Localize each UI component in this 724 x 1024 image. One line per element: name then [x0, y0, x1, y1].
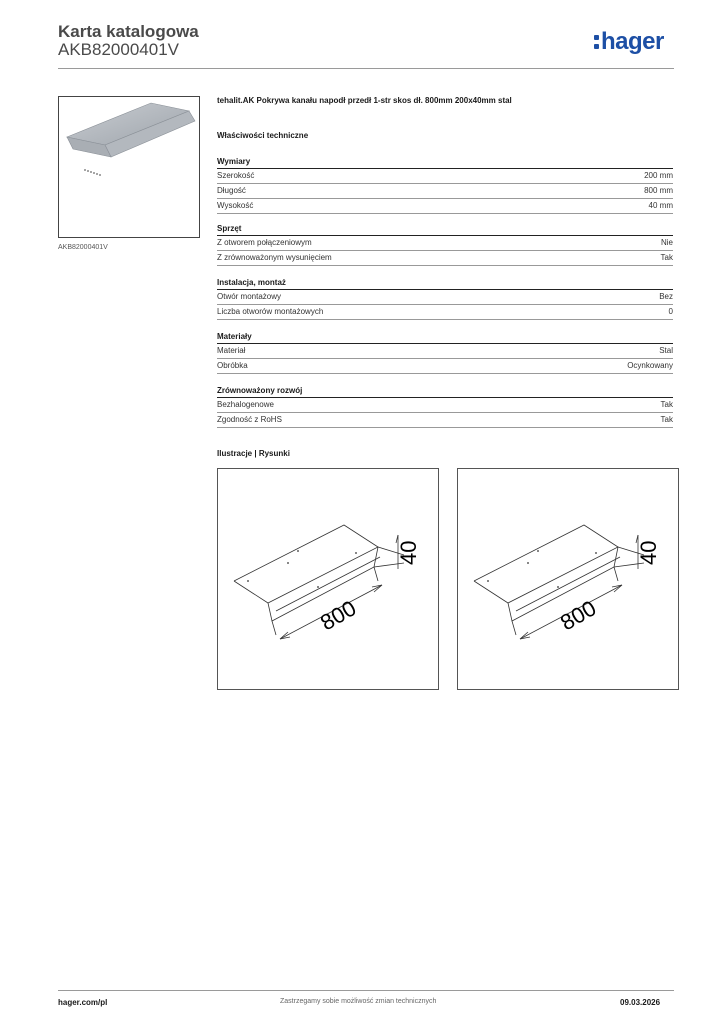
- table-row: [217, 236, 673, 251]
- section-equipment: [217, 222, 673, 266]
- property-value: Nie: [660, 238, 673, 247]
- logo-text: hager: [601, 28, 664, 55]
- property-label: Otwór montażowy: [217, 292, 282, 301]
- section-dimensions: [217, 155, 673, 214]
- properties-heading: Właściwości techniczne: [217, 131, 309, 140]
- product-code: AKB82000401V: [58, 40, 179, 59]
- property-value: 800 mm: [644, 186, 673, 195]
- table-row: [217, 305, 673, 320]
- property-value: Tak: [660, 415, 673, 424]
- table-row: [217, 344, 673, 359]
- dimension-length-label: 800: [316, 595, 361, 636]
- section-title: Materiały: [217, 330, 673, 344]
- table-row: [217, 169, 673, 184]
- document-title: Karta katalogowa: [58, 22, 199, 41]
- property-label: Długość: [217, 186, 246, 195]
- property-label: Liczba otworów montażowych: [217, 307, 324, 316]
- technical-drawing-1: [217, 468, 439, 690]
- technical-drawing-2: [457, 468, 679, 690]
- dimension-length-label: 800: [556, 595, 601, 636]
- dimension-height-label: 40: [396, 540, 421, 565]
- illustrations-heading: Ilustracje | Rysunki: [217, 449, 290, 458]
- header-divider: [58, 68, 674, 69]
- table-row: [217, 251, 673, 266]
- property-label: Wysokość: [217, 201, 254, 210]
- footer-website-link[interactable]: hager.com/pl: [58, 998, 108, 1007]
- property-value: Tak: [660, 253, 673, 262]
- section-sustainability: [217, 384, 673, 428]
- property-label: Obróbka: [217, 361, 248, 370]
- property-label: Materiał: [217, 346, 246, 355]
- hager-logo[interactable]: [594, 28, 664, 56]
- section-materials: [217, 330, 673, 374]
- property-label: Z zrównoważonym wysunięciem: [217, 253, 332, 262]
- section-title: Instalacja, montaż: [217, 276, 673, 290]
- product-description: tehalit.AK Pokrywa kanału napodł przedł 1-str skos dł. 800mm 200x40mm stal: [217, 96, 512, 105]
- property-label: Bezhalogenowe: [217, 400, 274, 409]
- property-value: 200 mm: [644, 171, 673, 180]
- product-photo-icon: [59, 97, 199, 237]
- property-label: Szerokość: [217, 171, 255, 180]
- section-installation: [217, 276, 673, 320]
- footer-date: 09.03.2026: [620, 998, 661, 1007]
- product-image-caption: AKB82000401V: [58, 244, 108, 251]
- table-row: [217, 184, 673, 199]
- product-image: [58, 96, 200, 238]
- section-title: Wymiary: [217, 155, 673, 169]
- footer-divider: [58, 990, 674, 991]
- property-value: Ocynkowany: [627, 361, 673, 370]
- table-row: [217, 413, 673, 428]
- section-title: Sprzęt: [217, 222, 673, 236]
- property-label: Z otworem połączeniowym: [217, 238, 312, 247]
- section-title: Zrównoważony rozwój: [217, 384, 673, 398]
- dimension-height-label: 40: [636, 540, 661, 565]
- property-value: Bez: [659, 292, 673, 301]
- cover-drawing-icon: [458, 469, 678, 689]
- cover-drawing-icon: [218, 469, 438, 689]
- table-row: [217, 290, 673, 305]
- property-label: Zgodność z RoHS: [217, 415, 282, 424]
- table-row: [217, 359, 673, 374]
- footer-disclaimer: Zastrzegamy sobie możliwość zmian technicznych: [280, 998, 437, 1005]
- table-row: [217, 199, 673, 214]
- property-value: 0: [668, 307, 673, 316]
- property-value: Tak: [660, 400, 673, 409]
- property-value: Stal: [659, 346, 673, 355]
- property-value: 40 mm: [648, 201, 673, 210]
- table-row: [217, 398, 673, 413]
- logo-dots-icon: [594, 34, 599, 50]
